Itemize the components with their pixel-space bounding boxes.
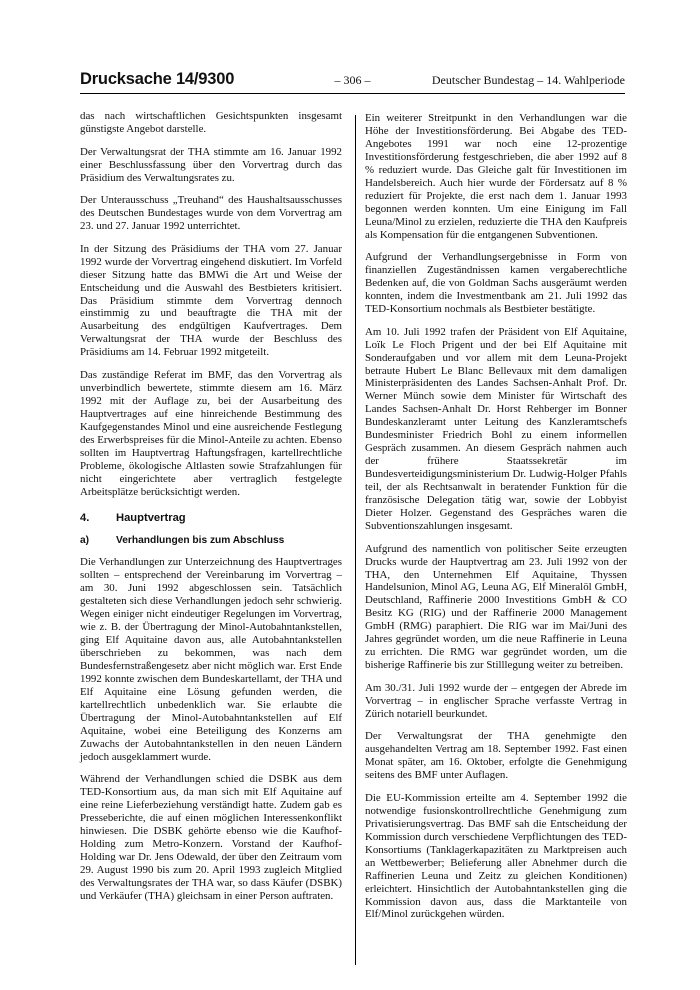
subsection-heading (80, 535, 342, 548)
section-title: Hauptvertrag (116, 512, 186, 525)
paragraph: Am 10. Juli 1992 trafen der Präsident von Elf Aquitaine, Loïk Le Floch Prigent und der bei Elf Aquitaine mit Sonderaufgaben und vor allem mit dem Leuna-Projekt betraute Hubert Le Blanc Bellevaux mit dem damaligen Ministerpräsidenten des Landes Sachsen-Anhalt Prof. Dr. Werner Münch sowie dem Minister für Wirtschaft des Landes Sachsen-Anhalt Dr. Horst Rehberger im Bonner Bundeskanzleramt unter Leitung des Kanzleramtschefs Bundesminister Friedrich Bohl zu einem informellen Gespräch zusammen. An diesem Gespräch nahmen auch der frühere Staatssekretär im Bundesverteidigungsministerium Dr. Ludwig-Holger Pfahls teil, der als Rechtsanwalt in beratender Funktion für die französische Delegation tätig war, sowie der Lobbyist Dieter Holzer. Gegenstand des Gespräches waren die Subventionszahlungen insgesamt. (365, 325, 627, 532)
paragraph: Am 30./31. Juli 1992 wurde der – entgegen der Abrede im Vorvertrag – in englischer Sprache verfasste Vertrag in Zürich notariell beurkundet. (365, 681, 627, 720)
paragraph: In der Sitzung des Präsidiums der THA vom 27. Januar 1992 wurde der Vorvertrag eingehend diskutiert. Im Vorfeld dieser Sitzung hatte das BMWi die Art und Weise der Entscheidung und die Auswahl des Bestbieters kritisiert. Das Präsidium stimmte dem Vorvertrag dennoch einstimmig zu und beauftragte die THA mit der Ausarbeitung des endgültigen Kaufvertrages. Dem Verwaltungsrat der THA wurde der Beschluss des Präsidiums am 14. Februar 1992 mitgeteilt. (80, 242, 342, 359)
paragraph: Die EU-Kommission erteilte am 4. September 1992 die notwendige fusionskontrollrechtliche Genehmigung zum Privatisierungsvertrag. Das BMF sah die Entscheidung der Kommission durch verschiedene Verpflichtungen des TED-Konsortiums (Tanklagerkapazitäten zu Marktpreisen auch an Wettbewerber; Belieferung aller Abnehmer durch die Raffinerien Leuna und Zeitz zu gleichen Konditionen) erleichtert. Hinsichtlich der Autobahntankstellen ging die Kommission davon aus, dass die Marktanteile von Elf/Minol zurückgehen würden. (365, 791, 627, 921)
paragraph: Ein weiterer Streitpunkt in den Verhandlungen war die Höhe der Investitionsförderung. Bei Abgabe des TED-Angebotes 1991 war noch eine 12-prozentige Investitionsförderung festgeschrieben, die aber 1992 auf 8 % reduziert wurde. Das Gleiche galt für Investitionen im Handelsbereich. Auch hier wurde der Fördersatz auf 8 % reduziert für Projekte, die erst nach dem 1. Januar 1993 begonnen werden konnten. Um eine Einigung im Fall Leuna/Minol zu erzielen, reduzierte die THA den Kaufpreis als Kompensation für die entgangenen Subventionen. (365, 112, 627, 241)
doc-label: Drucksache (80, 70, 172, 88)
paragraph: das nach wirtschaftlichen Gesichtspunkten insgesamt günstigste Angebot darstelle. (80, 110, 342, 135)
page-number: – 306 – (334, 73, 371, 87)
column-divider (355, 115, 356, 965)
paragraph: Das zuständige Referat im BMF, das den Vorvertrag als unverbindlich bewertete, stimmte diesem am 16. März 1992 mit der Auflage zu, bei der Ausarbeitung des Hauptvertrages auf eine hinreichende Bestimmung des Kaufgegenstandes Minol und eine ausreichende Festlegung des Erwerbspreises für die Minol-Anteile zu achten. Ebenso sollten im Hauptvertrag Haftungsfragen, kartellrechtliche Probleme, ökologische Altlasten sowie Strafzahlungen für nicht eingerichtete aber vertraglich festgelegte Arbeitsplätze berücksichtigt werden. (80, 368, 342, 498)
page-header (80, 70, 625, 92)
subsection-number: a) (80, 535, 90, 547)
paragraph: Aufgrund des namentlich von politischer Seite erzeugten Drucks wurde der Hauptvertrag am 23. Juli 1992 von der THA, den Unternehmen Elf Aquitaine, Thyssen Handelsunion, Minol AG, Leuna AG, Elf Mineralöl GmbH, Deutschland, Raffinerie 2000 Investitions GmbH & CO Besitz KG (RIG) und der Raffinerie 2000 Management GmbH (RMG) paraphiert. Die RIG war im Mai/Juni des Jahres gegründet worden, um die neue Raffinerie in Leuna zu errichten. Die RMG war gegründet worden, um die bisherige Raffinerie bis zur Stilllegung weiter zu betreiben. (365, 542, 627, 672)
paragraph: Der Verwaltungsrat der THA genehmigte den ausgehandelten Vertrag am 18. September 1992. Fast einen Monat später, am 16. Oktober, erfolgte die Genehmigung seitens des BMF unter Auflagen. (365, 730, 627, 782)
paragraph: Aufgrund der Verhandlungsergebnisse in Form von finanziellen Zugeständnissen kamen vergaberechtliche Bedenken auf, die von Goldman Sachs ausgeräumt werden konnten, indem die Investmentbank am 21. Juli 1992 das TED-Konsortium nochmals als Bestbieter bestätigte. (365, 251, 627, 316)
right-column (365, 112, 627, 931)
publisher: Deutscher Bundestag – 14. Wahlperiode (431, 73, 625, 87)
left-column (80, 110, 342, 913)
header-rule (80, 93, 625, 94)
doc-number: 14/9300 (175, 70, 235, 88)
paragraph: Die Verhandlungen zur Unterzeichnung des Hauptvertrages sollten – entsprechend der Vereinbarung im Vorvertrag – am 30. Juni 1992 abgeschlossen sein. Tatsächlich gestalteten sich diese Verhandlungen jedoch sehr schwierig. Wegen einiger nicht eindeutiger Regelungen im Vorvertrag, wie z. B. der Übertragung der Minol-Autobahntankstellen, ging Elf Aquitaine davon aus, alle Autobahntankstellen überschrieben zu bekommen, was nach dem Bundesfernstraßengesetz aber nicht möglich war. Erst Ende 1992 konnte zwischen dem Bundeskartellamt, der THA und Elf Aquitaine eine Lösung gefunden werden, die kartellrechtlich unbedenklich war. Sie erlaubte die Übertragung der Minol-Autobahntankstellen auf Elf Aquitaine, wobei eine Beteiligung des Konzerns am Zuwachs der Autobahntankstellen in den neuen Ländern jedoch ausgeklammert wurde. (80, 556, 342, 763)
paragraph: Während der Verhandlungen schied die DSBK aus dem TED-Konsortium aus, da man sich mit Elf Aquitaine auf eine reine Lieferbeziehung verständigt hatte. Zudem gab es Presseberichte, die auf einen möglichen Interessenkonflikt hinwiesen. Die DSBK gehörte ebenso wie die Kaufhof-Holding zum Metro-Konzern. Vorstand der Kaufhof-Holding war Dr. Jens Odewald, der über den Zeitraum vom 29. August 1990 bis zum 20. April 1993 zugleich Mitglied des Verwaltungsrates der THA war, so dass Käufer (DSBK) und Verkäufer (THA) gleichsam in einer Person auftraten. (80, 773, 342, 902)
paragraph: Der Unterausschuss „Treuhand“ des Haushaltsausschusses des Deutschen Bundestages wurde von dem Vorvertrag am 23. und 27. Januar 1992 unterrichtet. (80, 194, 342, 233)
section-heading (80, 512, 342, 525)
paragraph: Der Verwaltungsrat der THA stimmte am 16. Januar 1992 einer Beschlussfassung über den Vorvertrag durch das Präsidium des Verwaltungsrates zu. (80, 145, 342, 184)
subsection-title: Verhandlungen bis zum Abschluss (116, 535, 285, 547)
section-number: 4. (80, 512, 90, 525)
